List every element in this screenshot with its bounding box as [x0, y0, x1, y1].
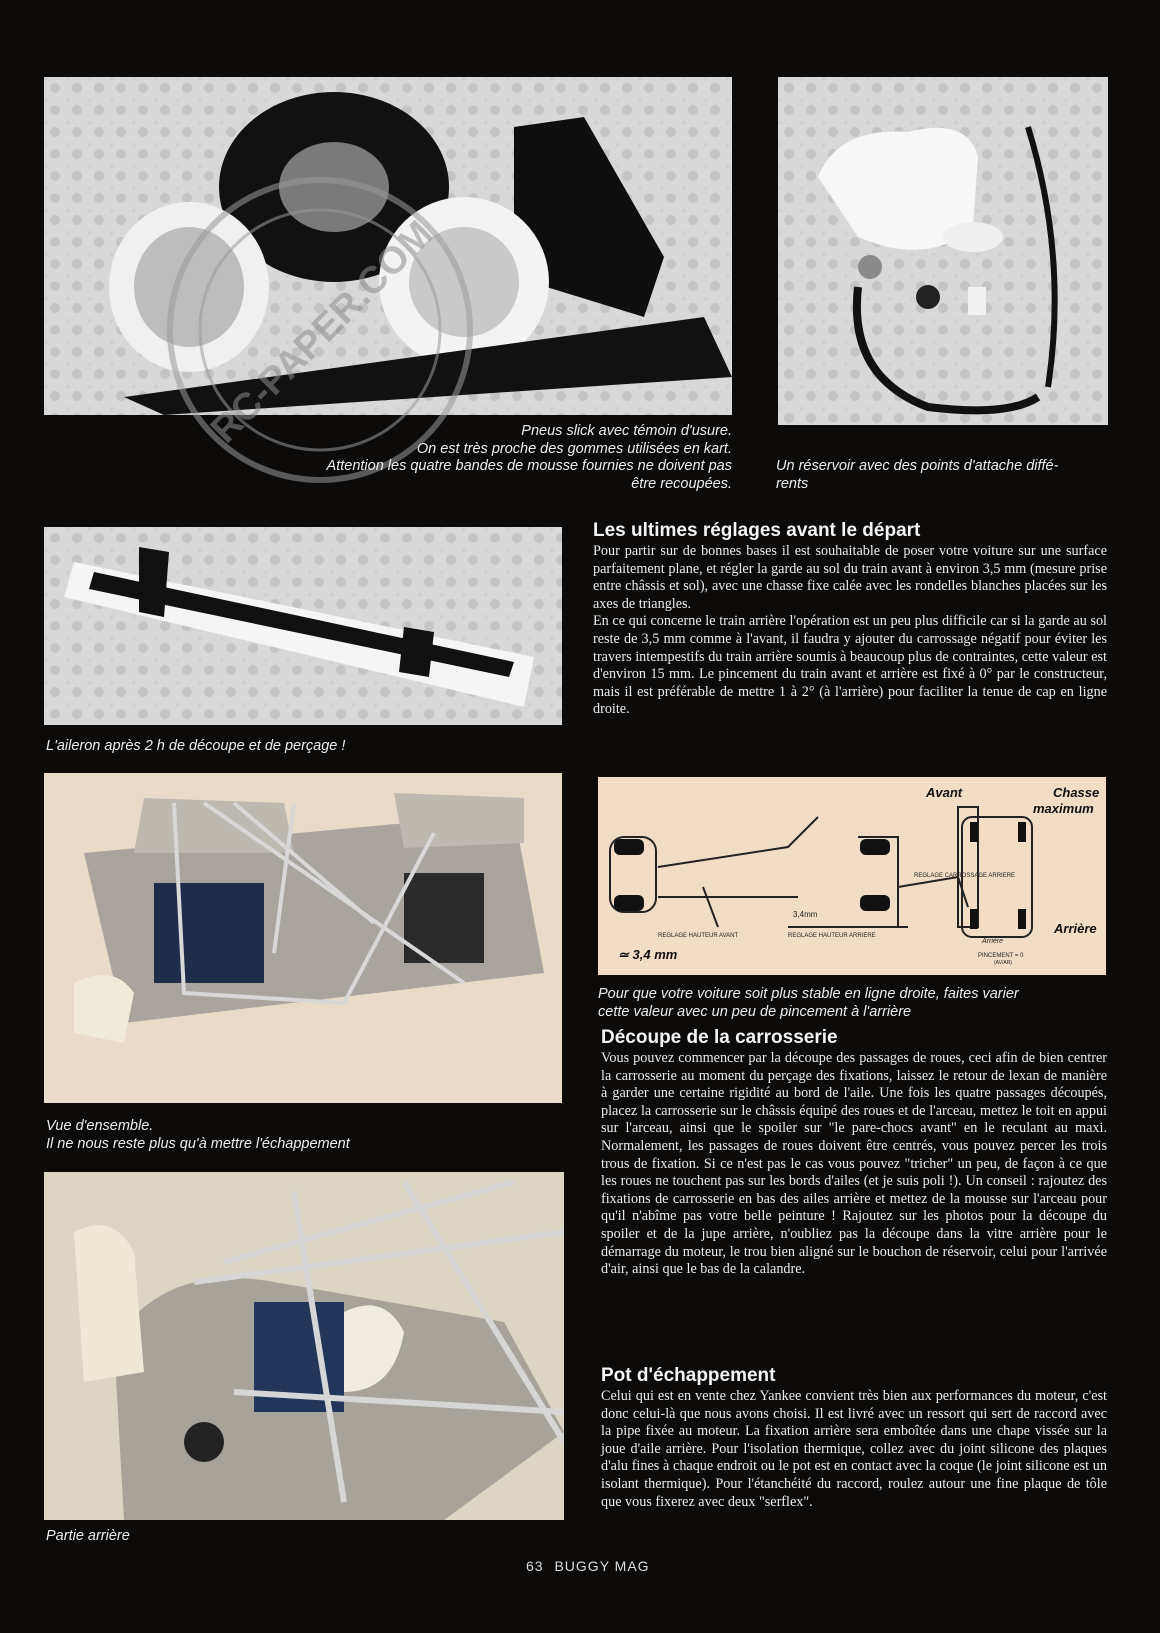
diagram-label-camber: REGLAGE CARROSSAGE ARRIERE [914, 873, 1016, 879]
section-heading: Découpe de la carrosserie [601, 1027, 838, 1048]
section-heading: Les ultimes réglages avant le départ [593, 520, 921, 541]
diagram-label-rear-adjust: REGLAGE HAUTEUR ARRIERE [788, 933, 876, 939]
page-number: 63 [526, 1558, 544, 1574]
caption-overview [46, 1118, 566, 1153]
diagram-label-front-adjust: REGLAGE HAUTEUR AVANT [658, 933, 739, 939]
caption-tank [776, 458, 1106, 493]
caption-line: Attention les quatre bandes de mousse fournies ne doivent pas [326, 458, 732, 474]
diagram-label-avant: Avant [926, 785, 963, 800]
svg-text:RC-PAPER.COM: RC-PAPER.COM [203, 213, 442, 452]
diagram-label-avar: (AV/AR) [994, 960, 1012, 966]
section-body: Celui qui est en vente chez Yankee convient très bien aux performances du moteur, c'est donc celui-là que nous avons choisi. Il est livré avec un ressort qui sert de raccord avec la pipe fixée au moteur. La fixation arrière sera emboîtée dans une chape vissée sur la joue d'aile arrière. Pour l'isolation thermique, collez avec du joint silicone des plaques d'alu fines à chaque endroit ou le pot est en contact avec la coque (le joint silicone est un isolant thermique). Pour l'étanchéité du raccord, roulez autour une fine plaque de tôle que vous fixerez avec deux "serflex". [601, 1388, 1107, 1510]
section-body: Vous pouvez commencer par la découpe des passages de roues, ceci afin de bien centrer la carrosserie au moment du perçage des fixations, laissez le retour de lexan de manière à garder une certaine rigidité au bord de l'aile. Une fois les quatre passages découpés, placez la carrosserie sur le châssis équipé des roues et de l'arceau, mettez le toit en appui sur l'arceau, ainsi que le spoiler sur "le pare-chocs avant" en le reculant au maxi. Normalement, les passages de roues doivent être centrés, vous pouvez percer les trois trous de fixation. Si ce n'est pas le cas vous pouvez "tricher" un peu, de façon à ce que les roues ne touchent pas sur les bords d'ailes (et je suis poli !). Un conseil : rajoutez des fixations de carrosserie en bas des ailes arrière et mettez de la mousse sur l'arceau pour qu'il n'abîme pas votre belle peinture ! Rajoutez sur les photos pour la découpe du spoiler et de la jupe arrière, n'oubliez pas la découpe dans la vitre arrière pour le démarrage du moteur, le trou bien aligné sur le bouchon de réservoir, celui pour l'arrivée d'air, ainsi que le bas de la calandre. [601, 1050, 1107, 1278]
section-body: Pour partir sur de bonnes bases il est souhaitable de poser votre voiture sur une surface parfaitement plane, et régler la garde au sol du train avant à environ 3,5 mm (mesure prise entre châssis et sol), avec une chasse fixe calée avec les rondelles blanches placées sur les axes de triangles. En ce qui concerne le train arrière l'opération est un peu plus difficile car si la garde au sol reste de 3,5 mm comme à l'avant, il faudra y ajouter du carrossage négatif pour éviter les travers intempestifs du train arrière soumis à beaucoup plus de contraintes, cette valeur est d'environ 15 mm. Le pincement du train avant et arrière est fixé à 0° par le constructeur, mais il est préférable de mettre 1 à 2° (à l'arrière) pour faciliter la tenue de cap en ligne droite. [593, 543, 1107, 718]
caption-line: Un réservoir avec des points d'attache diffé- [776, 458, 1059, 474]
caption-line: Pneus slick avec témoin d'usure. [521, 423, 732, 439]
diagram-label-arriere: Arrière [1054, 921, 1097, 936]
caption-wing: L'aileron après 2 h de découpe et de perçage ! [46, 738, 346, 754]
caption-line: cette valeur avec un peu de pincement à l'arrière [598, 1003, 912, 1020]
caption-line: On est très proche des gommes utilisées en kart. [416, 440, 732, 457]
photo-fuel-tank [778, 77, 1108, 425]
photo-overview [44, 773, 562, 1103]
caption-tires [170, 423, 732, 493]
caption-rear: Partie arrière [46, 1528, 130, 1544]
diagram-label-value: ≃ 3,4 mm [618, 947, 678, 962]
caption-line: Vue d'ensemble. [46, 1118, 154, 1134]
caption-diagram [598, 986, 1110, 1021]
page-footer [526, 1558, 656, 1574]
caption-line: rents [776, 475, 809, 492]
diagram-ride-height [598, 777, 1106, 975]
section-heading: Pot d'échappement [601, 1365, 776, 1386]
photo-wing [44, 527, 562, 725]
caption-line: être recoupées. [631, 475, 732, 492]
caption-line: Pour que votre voiture soit plus stable en ligne droite, faites varier [598, 986, 1019, 1002]
diagram-label-arriere-small: Arrière [982, 938, 1004, 945]
diagram-label-maximum: maximum [1033, 801, 1094, 816]
diagram-label-toe: PINCEMENT = 0 [978, 953, 1024, 959]
diagram-label-34mm: 3,4mm [793, 910, 818, 919]
caption-line: Il ne nous reste plus qu'à mettre l'échappement [46, 1135, 350, 1152]
magazine-name: BUGGY MAG [554, 1558, 650, 1574]
photo-rear [44, 1172, 564, 1520]
diagram-label-chasse: Chasse [1053, 785, 1100, 800]
